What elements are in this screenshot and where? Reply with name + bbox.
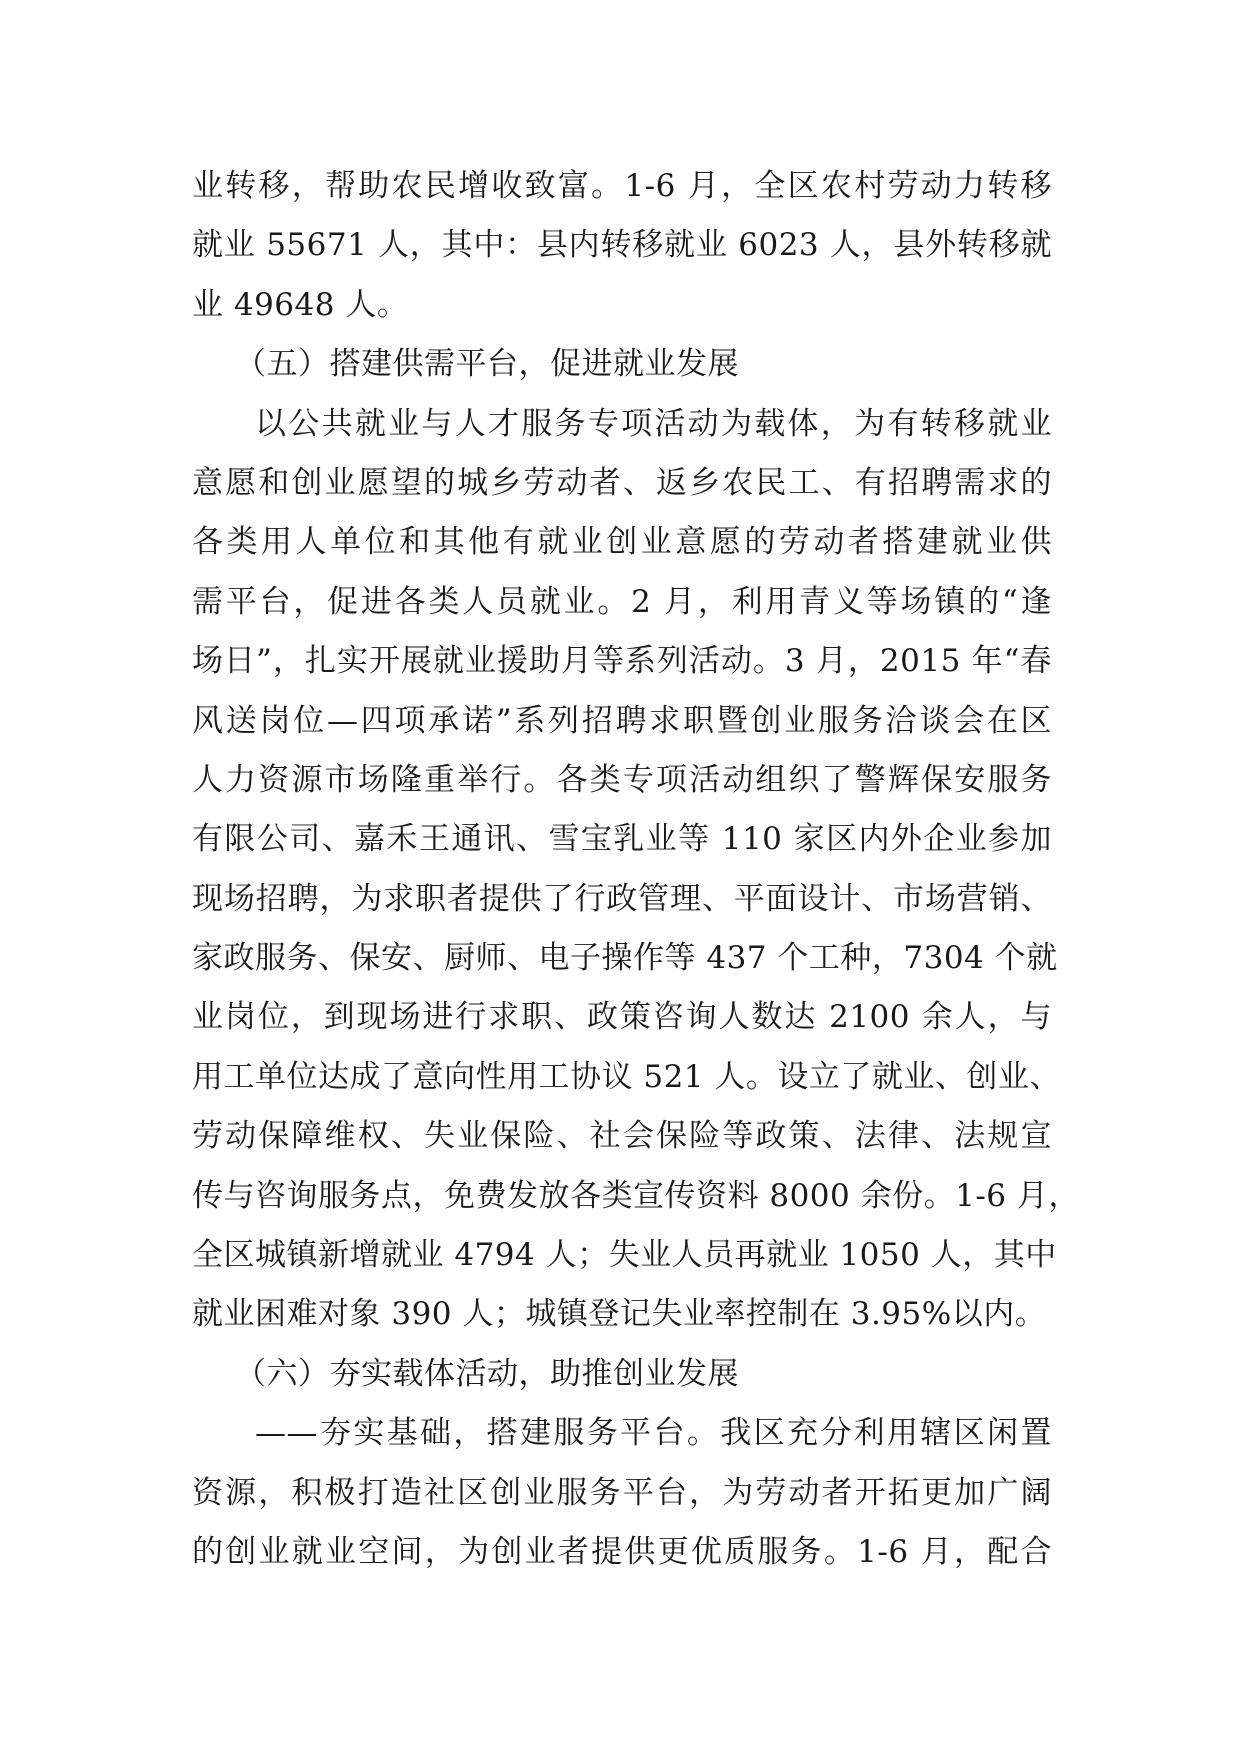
text-line: 资源，积极打造社区创业服务平台，为劳动者开拓更加广阔 — [192, 1474, 1052, 1511]
text-line: 就业困难对象 390 人；城镇登记失业率控制在 3.95%以内。 — [192, 1296, 1047, 1333]
text-line: 意愿和创业愿望的城乡劳动者、返乡农民工、有招聘需求的 — [192, 464, 1052, 501]
text-line: 就业 55671 人，其中：县内转移就业 6023 人，县外转移就 — [192, 227, 1052, 264]
text-line: 场日”，扎实开展就业援助月等系列活动。3 月，2015 年“春 — [192, 643, 1052, 680]
text-line: 风送岗位—四项承诺”系列招聘求职暨创业服务洽谈会在区 — [192, 702, 1052, 739]
text-line: 用工单位达成了意向性用工协议 521 人。设立了就业、创业、 — [192, 1058, 1061, 1095]
text-line: 业 49648 人。 — [192, 286, 409, 323]
text-line: 业岗位，到现场进行求职、政策咨询人数达 2100 余人，与 — [192, 999, 1052, 1036]
text-line: 需平台，促进各类人员就业。2 月，利用青义等场镇的“逢 — [192, 583, 1052, 620]
text-line: 业转移，帮助农民增收致富。1-6 月，全区农村劳动力转移 — [192, 168, 1052, 204]
text-line: 有限公司、嘉禾王通讯、雪宝乳业等 110 家区内外企业参加 — [192, 821, 1052, 858]
section-heading: （六）夯实载体活动，助推创业发展 — [235, 1355, 739, 1392]
paragraph-first-line: 以公共就业与人才服务专项活动为载体，为有转移就业 — [255, 405, 1052, 442]
text-line: 劳动保障维权、失业保险、社会保险等政策、法律、法规宣 — [192, 1118, 1052, 1155]
text-line: 各类用人单位和其他有就业创业意愿的劳动者搭建就业供 — [192, 524, 1052, 561]
text-line: 人力资源市场隆重举行。各类专项活动组织了警辉保安服务 — [192, 761, 1052, 798]
text-line: 全区城镇新增就业 4794 人；失业人员再就业 1050 人，其中 — [192, 1237, 1057, 1274]
paragraph-first-line: ——夯实基础，搭建服务平台。我区充分利用辖区闲置 — [255, 1415, 1052, 1452]
text-line: 传与咨询服务点，免费发放各类宣传资料 8000 余份。1-6 月， — [192, 1177, 1080, 1214]
section-heading: （五）搭建供需平台，促进就业发展 — [235, 346, 739, 383]
text-line: 现场招聘，为求职者提供了行政管理、平面设计、市场营销、 — [192, 880, 1052, 917]
text-line: 家政服务、保安、厨师、电子操作等 437 个工种，7304 个就 — [192, 940, 1058, 977]
body-text — [192, 157, 1080, 1582]
text-line: 的创业就业空间，为创业者提供更优质服务。1-6 月，配合 — [192, 1533, 1052, 1570]
